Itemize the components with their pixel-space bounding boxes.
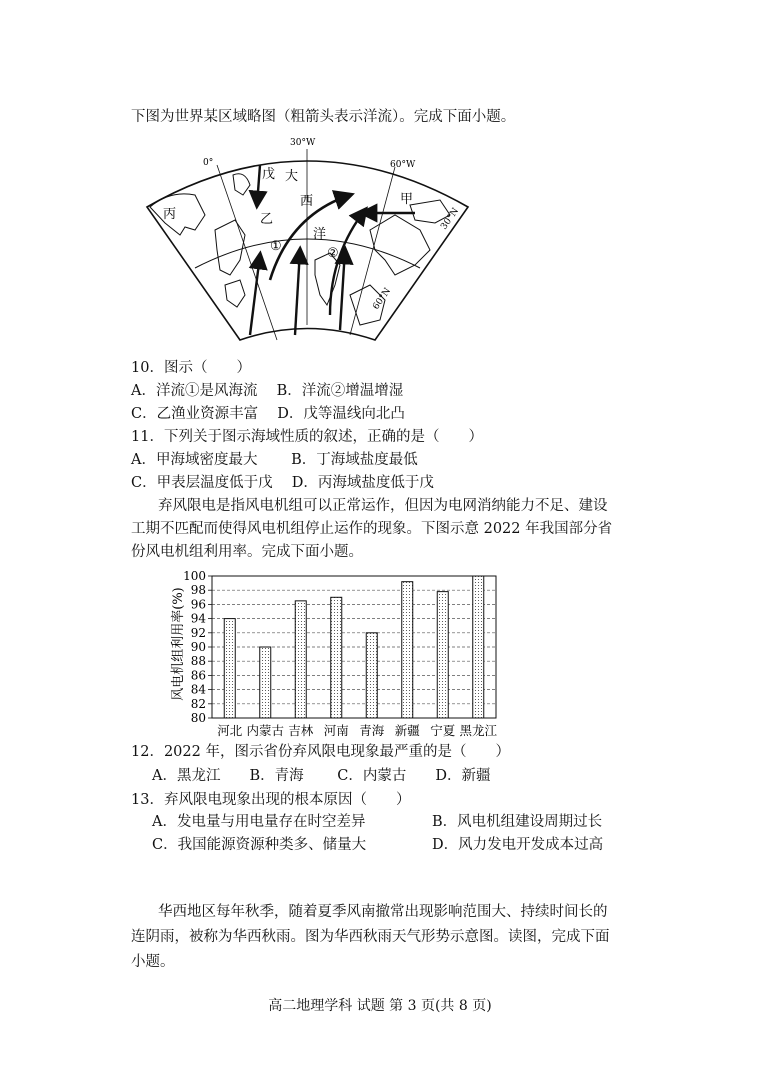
chart-ytick-label: 90 — [190, 640, 206, 654]
para3-line1: 华西地区每年秋季，随着夏季风南撤常出现影响范围大、持续时间长的 — [158, 904, 608, 920]
chart-bar — [437, 592, 448, 718]
chart-bar — [473, 576, 484, 718]
para3-line2: 连阴雨，被称为华西秋雨。图为华西秋雨天气形势示意图。读图，完成下面 — [131, 929, 610, 945]
chart-ytick-label: 82 — [190, 696, 206, 711]
chart-ylabel: 风电机组利用率(%) — [171, 587, 186, 701]
chart-ytick-label: 94 — [190, 611, 206, 626]
label-30n: 30°N — [439, 206, 462, 232]
q10-stem: 10．图示（ ） — [131, 360, 251, 376]
q12-options: A．黑龙江 B．青海 C．内蒙古 D．新疆 — [152, 768, 491, 784]
label-0: 0° — [203, 158, 214, 168]
chart-ytick-label: 80 — [190, 711, 206, 725]
q13-option-d: D．风力发电开发成本过高 — [432, 837, 604, 853]
chart-xtick-label: 黑龙江 — [459, 723, 498, 738]
ocean-current-map — [145, 135, 470, 347]
chart-xtick-label: 宁夏 — [430, 723, 456, 738]
chart-xtick-label: 河南 — [323, 723, 349, 738]
label-current-1: ① — [270, 239, 282, 254]
map-frame — [147, 161, 468, 340]
chart-bar — [366, 633, 377, 718]
land-iberia — [215, 220, 245, 275]
chart-ytick-label: 96 — [190, 597, 206, 612]
chart-bar — [260, 647, 271, 718]
q11-options-ab: A．甲海域密度最大 B．丁海域盐度最低 — [131, 452, 418, 468]
chart-ytick-label: 86 — [190, 668, 206, 683]
current-arrow-west — [250, 255, 260, 335]
label-60n: 60°N — [371, 286, 394, 312]
label-yang: 洋 — [313, 227, 327, 242]
label-bing: 丙 — [163, 207, 177, 222]
chart-ytick-label: 98 — [190, 583, 206, 598]
chart-xtick-label: 吉林 — [288, 723, 314, 738]
page-footer: 高二地理学科 试题 第 3 页(共 8 页) — [268, 998, 492, 1014]
label-jia: 甲 — [400, 192, 414, 207]
label-30w: 30°W — [290, 138, 316, 148]
chart-xtick-label: 青海 — [359, 723, 385, 738]
para2-line2: 工期不匹配而使得风电机组停止运作的现象。下图示意 2022 年我国部分省 — [131, 521, 613, 537]
land-island-west — [225, 280, 245, 307]
q10-options-cd: C．乙渔业资源丰富 D．戊等温线向北凸 — [131, 406, 405, 422]
label-xi: 西 — [300, 194, 314, 209]
q12-stem: 12．2022 年，图示省份弃风限电现象最严重的是（ ） — [131, 744, 510, 760]
chart-xtick-label: 河北 — [217, 723, 243, 738]
label-yi: 乙 — [260, 212, 274, 227]
chart-ytick-label: 92 — [190, 625, 206, 640]
q13-stem: 13．弃风限电现象出现的根本原因（ ） — [131, 792, 411, 808]
chart-bar — [402, 582, 413, 718]
current-arrow-east-north — [295, 250, 300, 335]
chart-ytick-label: 100 — [183, 569, 206, 583]
latitude-60n-arc — [195, 239, 420, 268]
current-arrow-wu — [257, 165, 260, 205]
q11-options-cd: C．甲表层温度低于戊 D．丙海域盐度低于戊 — [131, 475, 434, 491]
land-africa-tip — [233, 174, 250, 195]
chart-xtick-label: 新疆 — [394, 723, 420, 738]
q10-options-ab: A．洋流①是风海流 B．洋流②增温增湿 — [131, 383, 404, 399]
current-arrow-north — [340, 250, 345, 330]
intro-text: 下图为世界某区域略图（粗箭头表示洋流）。完成下面小题。 — [131, 109, 516, 125]
chart-ytick-label: 84 — [190, 682, 206, 697]
label-current-2: ② — [327, 246, 339, 261]
q11-stem: 11．下列关于图示海域性质的叙述，正确的是（ ） — [131, 429, 483, 445]
chart-bar — [224, 619, 235, 718]
wind-utilization-bar-chart — [168, 566, 513, 742]
label-wu: 戊 — [262, 167, 276, 182]
q13-option-a: A．发电量与用电量存在时空差异 — [152, 814, 366, 830]
label-tai: 大 — [285, 169, 299, 184]
para2-line3: 份风电机组利用率。完成下面小题。 — [131, 544, 363, 560]
label-60w: 60°W — [390, 160, 416, 170]
q13-option-b: B．风电机组建设周期过长 — [432, 814, 603, 830]
meridian-0 — [217, 165, 277, 340]
chart-ytick-label: 88 — [190, 654, 206, 669]
chart-xtick-label: 内蒙古 — [246, 723, 285, 738]
para3-line3: 小题。 — [131, 954, 175, 970]
land-north-america — [370, 215, 430, 275]
meridian-60w — [350, 167, 395, 335]
chart-bar — [295, 601, 306, 718]
chart-bar — [331, 597, 342, 718]
q13-option-c: C．我国能源资源种类多、储量大 — [152, 837, 367, 853]
para2-line1: 弃风限电是指风电机组可以正常运作，但因为电网消纳能力不足、建设 — [158, 498, 608, 514]
